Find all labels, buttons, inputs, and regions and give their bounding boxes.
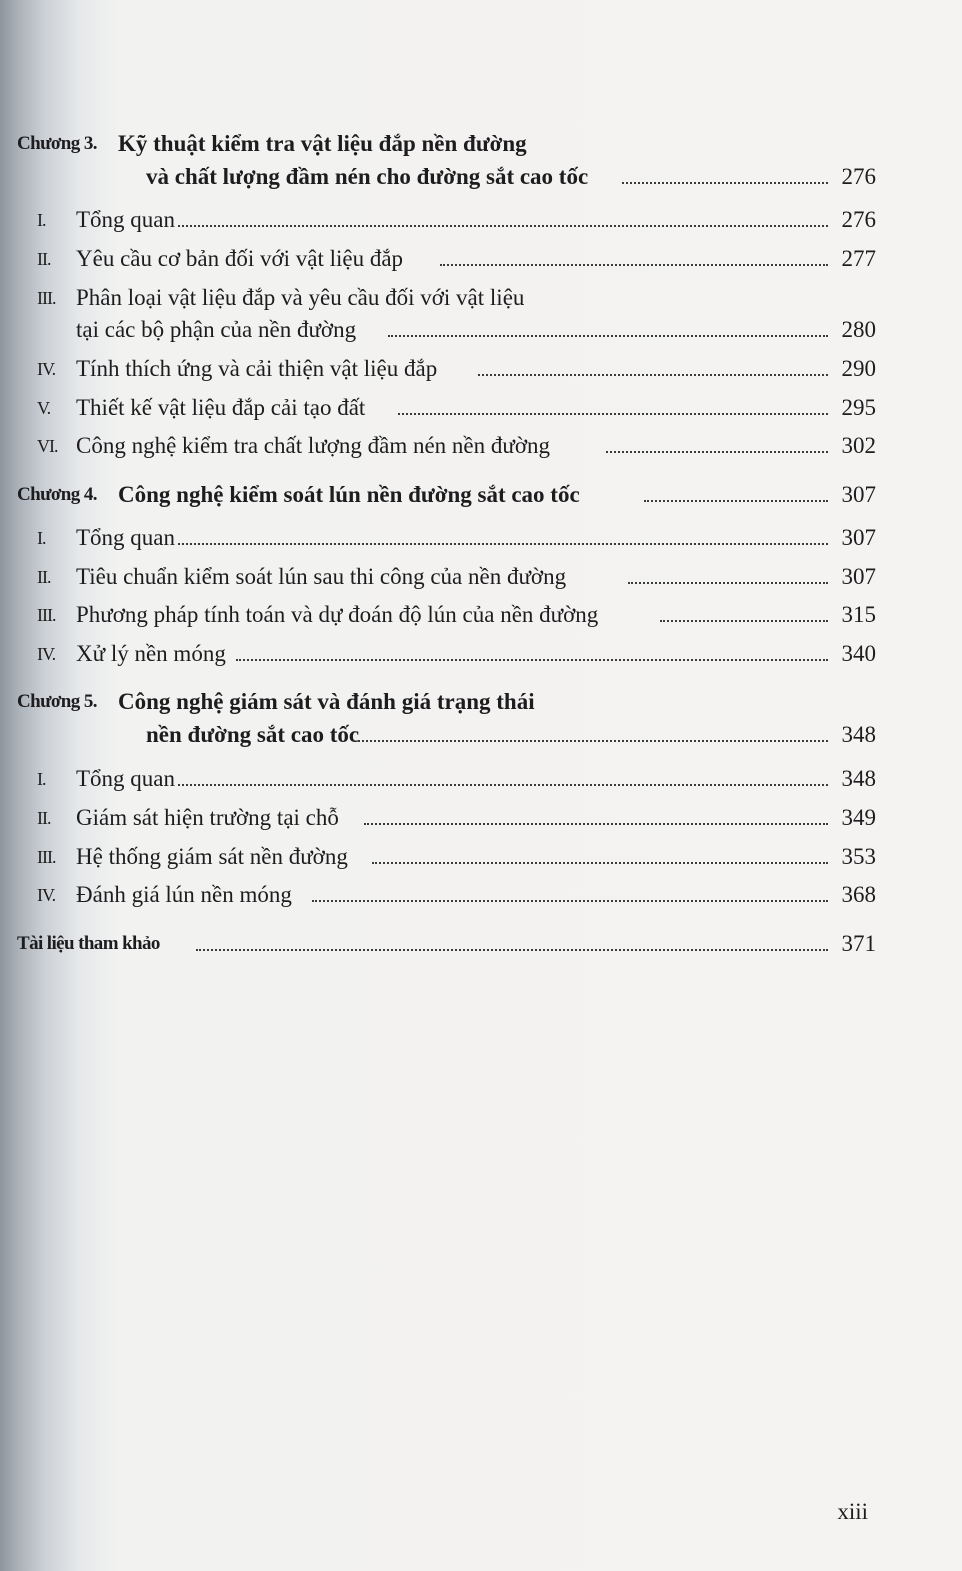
section-title: Tính thích ứng và cải thiện vật liệu đắp	[76, 356, 438, 381]
page-number: xiii	[837, 1499, 868, 1524]
chapter-title-cont: và chất lượng đầm nén cho đường sắt cao tốc	[146, 164, 589, 189]
section-title: Phân loại vật liệu đắp và yêu cầu đối với vật liệu	[76, 285, 525, 310]
dot-leader	[312, 900, 828, 902]
section-title: Tổng quan	[76, 766, 176, 791]
section-number: I.	[37, 210, 46, 230]
chapter-label: Chương 3.	[17, 133, 97, 154]
dot-leader	[398, 413, 828, 415]
page-ref: 280	[841, 317, 876, 342]
toc-entry	[0, 391, 962, 425]
page-ref: 276	[841, 164, 876, 189]
section-title: Phương pháp tính toán và dự đoán độ lún của nền đường	[76, 602, 599, 627]
references-label: Tài liệu tham khảo	[17, 933, 160, 954]
section-title: Xử lý nền móng	[76, 641, 226, 666]
toc-entry	[0, 521, 962, 555]
page-ref: 349	[841, 805, 876, 830]
toc-entry	[0, 840, 962, 874]
dot-leader	[622, 182, 828, 184]
chapter-5-heading	[0, 685, 962, 719]
chapter-title: Công nghệ kiểm soát lún nền đường sắt cao tốc	[118, 482, 580, 507]
chapter-title: Công nghệ giám sát và đánh giá trạng thái	[118, 689, 535, 714]
section-title: Tiêu chuẩn kiểm soát lún sau thi công của nền đường	[76, 564, 567, 589]
page-ref: 295	[841, 395, 876, 420]
toc-entry-cont	[0, 313, 962, 347]
section-number: II.	[37, 808, 51, 828]
page-ref: 371	[841, 931, 876, 956]
page-ref: 315	[841, 602, 876, 627]
page-ref: 348	[841, 722, 876, 747]
dot-leader	[606, 451, 828, 453]
section-title: Thiết kế vật liệu đắp cải tạo đất	[76, 395, 366, 420]
page-ref: 307	[841, 482, 876, 507]
section-number: III.	[37, 605, 56, 625]
chapter-title-cont: nền đường sắt cao tốc	[146, 722, 360, 747]
dot-leader	[478, 374, 828, 376]
dot-leader	[372, 862, 828, 864]
section-number: II.	[37, 249, 51, 269]
section-number: IV.	[37, 359, 56, 379]
toc-entry	[0, 598, 962, 632]
section-number: III.	[37, 288, 56, 308]
page-ref: 290	[841, 356, 876, 381]
section-title: Yêu cầu cơ bản đối với vật liệu đắp	[76, 246, 404, 271]
toc-entry	[0, 801, 962, 835]
section-title: Tổng quan	[76, 525, 176, 550]
section-number: IV.	[37, 885, 56, 905]
section-number: V.	[37, 398, 51, 418]
dot-leader	[364, 823, 828, 825]
chapter-4-heading	[0, 478, 962, 512]
section-title: Hệ thống giám sát nền đường	[76, 844, 348, 869]
toc-entry	[0, 762, 962, 796]
section-title: Công nghệ kiểm tra chất lượng đầm nén nền đường	[76, 433, 551, 458]
dot-leader	[178, 225, 828, 227]
chapter-5-heading-cont	[0, 718, 962, 752]
page-ref: 277	[841, 246, 876, 271]
dot-leader	[178, 543, 828, 545]
toc-entry	[0, 242, 962, 276]
dot-leader	[196, 949, 828, 951]
page-ref: 348	[841, 766, 876, 791]
toc-entry	[0, 352, 962, 386]
page-ref: 340	[841, 641, 876, 666]
toc-entry	[0, 878, 962, 912]
toc-entry	[0, 637, 962, 671]
section-number: VI.	[37, 436, 58, 456]
dot-leader	[178, 784, 828, 786]
chapter-title: Kỹ thuật kiểm tra vật liệu đắp nền đường	[118, 131, 527, 156]
toc-entry	[0, 203, 962, 237]
section-title: Tổng quan	[76, 207, 176, 232]
dot-leader	[440, 264, 828, 266]
page-ref: 368	[841, 882, 876, 907]
section-number: I.	[37, 528, 46, 548]
page-ref: 353	[841, 844, 876, 869]
dot-leader	[236, 659, 828, 661]
toc-entry	[0, 429, 962, 463]
page-ref: 307	[841, 525, 876, 550]
dot-leader	[660, 620, 828, 622]
section-number: II.	[37, 567, 51, 587]
page-ref: 276	[841, 207, 876, 232]
section-title: Giám sát hiện trường tại chỗ	[76, 805, 339, 830]
dot-leader	[644, 500, 828, 502]
section-number: III.	[37, 847, 56, 867]
page-ref: 302	[841, 433, 876, 458]
chapter-3-heading	[0, 127, 962, 161]
chapter-3-heading-cont	[0, 160, 962, 194]
section-title: Đánh giá lún nền móng	[76, 882, 292, 907]
references-entry	[0, 927, 962, 961]
dot-leader	[388, 335, 828, 337]
chapter-label: Chương 5.	[17, 691, 97, 712]
toc-entry	[0, 281, 962, 315]
section-number: I.	[37, 769, 46, 789]
section-title-cont: tại các bộ phận của nền đường	[76, 317, 357, 342]
dot-leader	[358, 740, 828, 742]
toc-entry	[0, 560, 962, 594]
dot-leader	[628, 582, 828, 584]
page-ref: 307	[841, 564, 876, 589]
section-number: IV.	[37, 644, 56, 664]
chapter-label: Chương 4.	[17, 484, 97, 505]
